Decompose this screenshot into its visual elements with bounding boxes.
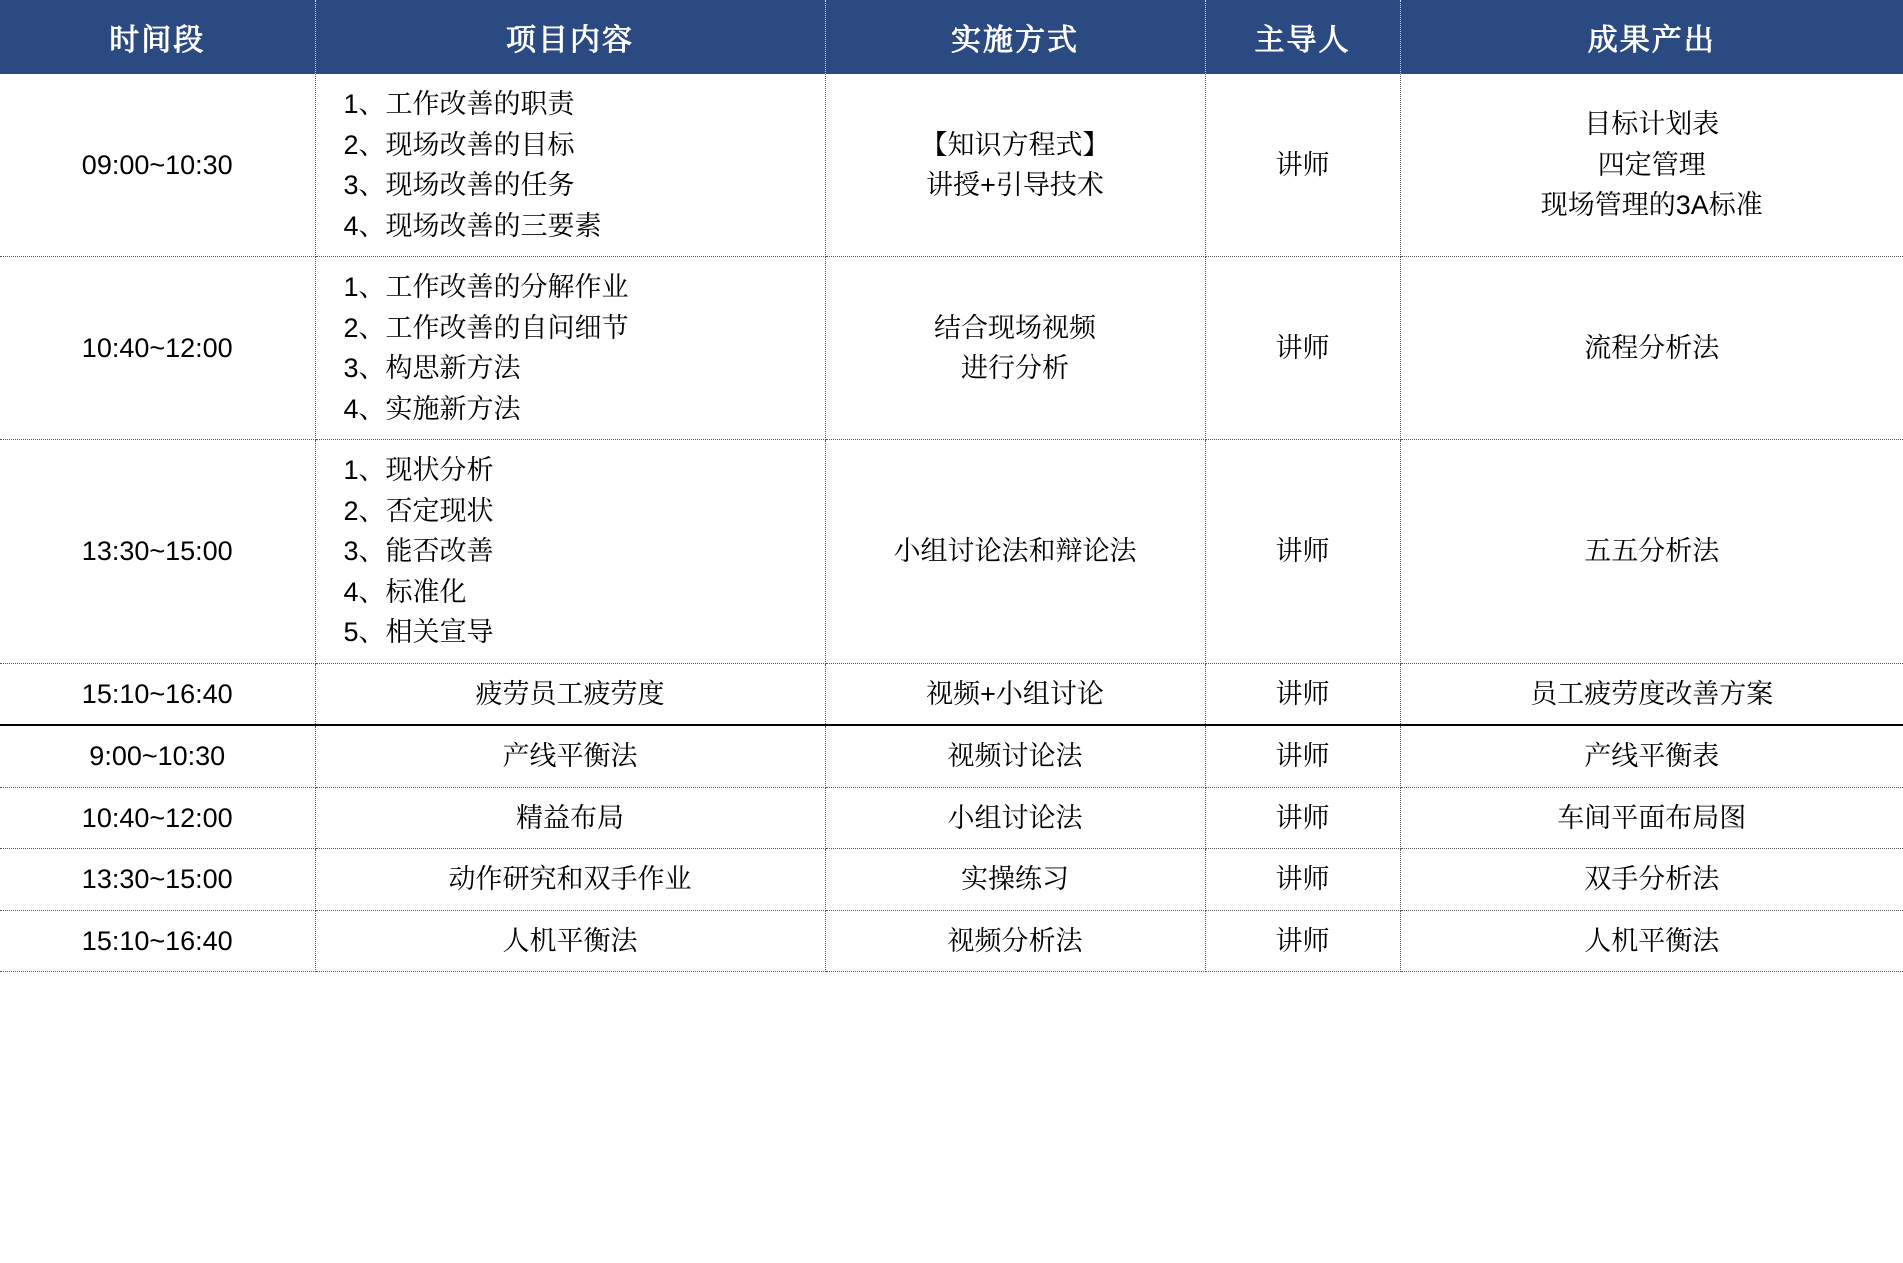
output-line: 五五分析法 — [1584, 536, 1720, 566]
cell-lead: 讲师 — [1205, 849, 1400, 911]
column-header-output: 成果产出 — [1400, 0, 1903, 74]
cell-method — [825, 849, 1205, 911]
content-line: 4、标准化 — [343, 576, 467, 607]
cell-method — [825, 257, 1205, 440]
cell-method — [825, 910, 1205, 972]
column-header-method: 实施方式 — [825, 0, 1205, 74]
method-line: 小组讨论法 — [947, 802, 1083, 833]
content-line: 精益布局 — [516, 802, 624, 833]
method-line: 视频+小组讨论 — [926, 678, 1104, 709]
table-row — [0, 725, 1903, 787]
output-line: 四定管理 — [1597, 149, 1706, 180]
output-line: 现场管理的3A标准 — [1540, 190, 1763, 221]
content-line: 2、工作改善的自问细节 — [343, 312, 629, 343]
cell-lead: 讲师 — [1205, 910, 1400, 972]
content-line: 1、工作改善的分解作业 — [343, 272, 629, 302]
method-line: 讲授+引导技术 — [926, 170, 1104, 200]
cell-lead: 讲师 — [1205, 663, 1400, 725]
cell-method — [825, 725, 1205, 787]
cell-lead: 讲师 — [1205, 257, 1400, 440]
cell-time: 10:40~12:00 — [0, 257, 315, 440]
cell-content — [315, 725, 825, 787]
cell-time: 13:30~15:00 — [0, 440, 315, 664]
table-body — [0, 74, 1903, 972]
content-line: 3、构思新方法 — [343, 353, 521, 383]
method-line: 视频讨论法 — [947, 741, 1083, 771]
content-line: 4、现场改善的三要素 — [343, 210, 602, 241]
cell-output — [1400, 787, 1903, 849]
method-line: 实操练习 — [961, 864, 1069, 894]
cell-content — [315, 787, 825, 849]
table-row — [0, 74, 1903, 257]
cell-content — [315, 910, 825, 972]
cell-lead: 讲师 — [1205, 74, 1400, 257]
content-line: 2、否定现状 — [343, 495, 494, 526]
cell-output — [1400, 74, 1903, 257]
cell-time: 09:00~10:30 — [0, 74, 315, 257]
cell-content — [315, 257, 825, 440]
cell-time: 10:40~12:00 — [0, 787, 315, 849]
output-line: 目标计划表 — [1584, 109, 1720, 140]
content-line: 人机平衡法 — [502, 925, 638, 956]
content-line: 疲劳员工疲劳度 — [475, 678, 665, 709]
cell-time: 15:10~16:40 — [0, 663, 315, 725]
cell-output — [1400, 257, 1903, 440]
content-line: 3、能否改善 — [343, 536, 494, 566]
content-line: 2、现场改善的目标 — [343, 129, 575, 160]
table-row — [0, 440, 1903, 664]
cell-method — [825, 440, 1205, 664]
method-line: 进行分析 — [961, 353, 1069, 383]
column-header-content: 项目内容 — [315, 0, 825, 74]
method-line: 结合现场视频 — [934, 312, 1096, 343]
cell-output — [1400, 440, 1903, 664]
content-line: 产线平衡法 — [502, 741, 638, 771]
method-line: 视频分析法 — [947, 925, 1083, 956]
header-row — [0, 0, 1903, 74]
cell-lead: 讲师 — [1205, 787, 1400, 849]
table-header — [0, 0, 1903, 74]
output-line: 人机平衡法 — [1584, 925, 1720, 956]
output-line: 车间平面布局图 — [1557, 802, 1747, 833]
table-row — [0, 257, 1903, 440]
content-line: 5、相关宣导 — [343, 617, 494, 647]
output-line: 流程分析法 — [1584, 332, 1720, 363]
table-row — [0, 663, 1903, 725]
table-row — [0, 910, 1903, 972]
cell-time: 9:00~10:30 — [0, 725, 315, 787]
table-row — [0, 787, 1903, 849]
column-header-time: 时间段 — [0, 0, 315, 74]
cell-output — [1400, 849, 1903, 911]
content-line: 1、工作改善的职责 — [343, 89, 575, 119]
cell-lead: 讲师 — [1205, 725, 1400, 787]
cell-method — [825, 74, 1205, 257]
output-line: 双手分析法 — [1584, 864, 1720, 894]
cell-content — [315, 663, 825, 725]
column-header-lead: 主导人 — [1205, 0, 1400, 74]
content-line: 1、现状分析 — [343, 455, 494, 485]
cell-content — [315, 74, 825, 257]
cell-method — [825, 663, 1205, 725]
cell-time: 13:30~15:00 — [0, 849, 315, 911]
method-line: 小组讨论法和辩论法 — [893, 536, 1137, 566]
method-line: 【知识方程式】 — [920, 129, 1110, 160]
cell-output — [1400, 910, 1903, 972]
cell-lead: 讲师 — [1205, 440, 1400, 664]
cell-time: 15:10~16:40 — [0, 910, 315, 972]
cell-method — [825, 787, 1205, 849]
cell-output — [1400, 725, 1903, 787]
output-line: 产线平衡表 — [1584, 741, 1720, 771]
content-line: 4、实施新方法 — [343, 393, 521, 424]
cell-content — [315, 440, 825, 664]
cell-output — [1400, 663, 1903, 725]
content-line: 动作研究和双手作业 — [448, 864, 692, 894]
table-row — [0, 849, 1903, 911]
content-line: 3、现场改善的任务 — [343, 170, 575, 200]
output-line: 员工疲劳度改善方案 — [1530, 678, 1774, 709]
cell-content — [315, 849, 825, 911]
